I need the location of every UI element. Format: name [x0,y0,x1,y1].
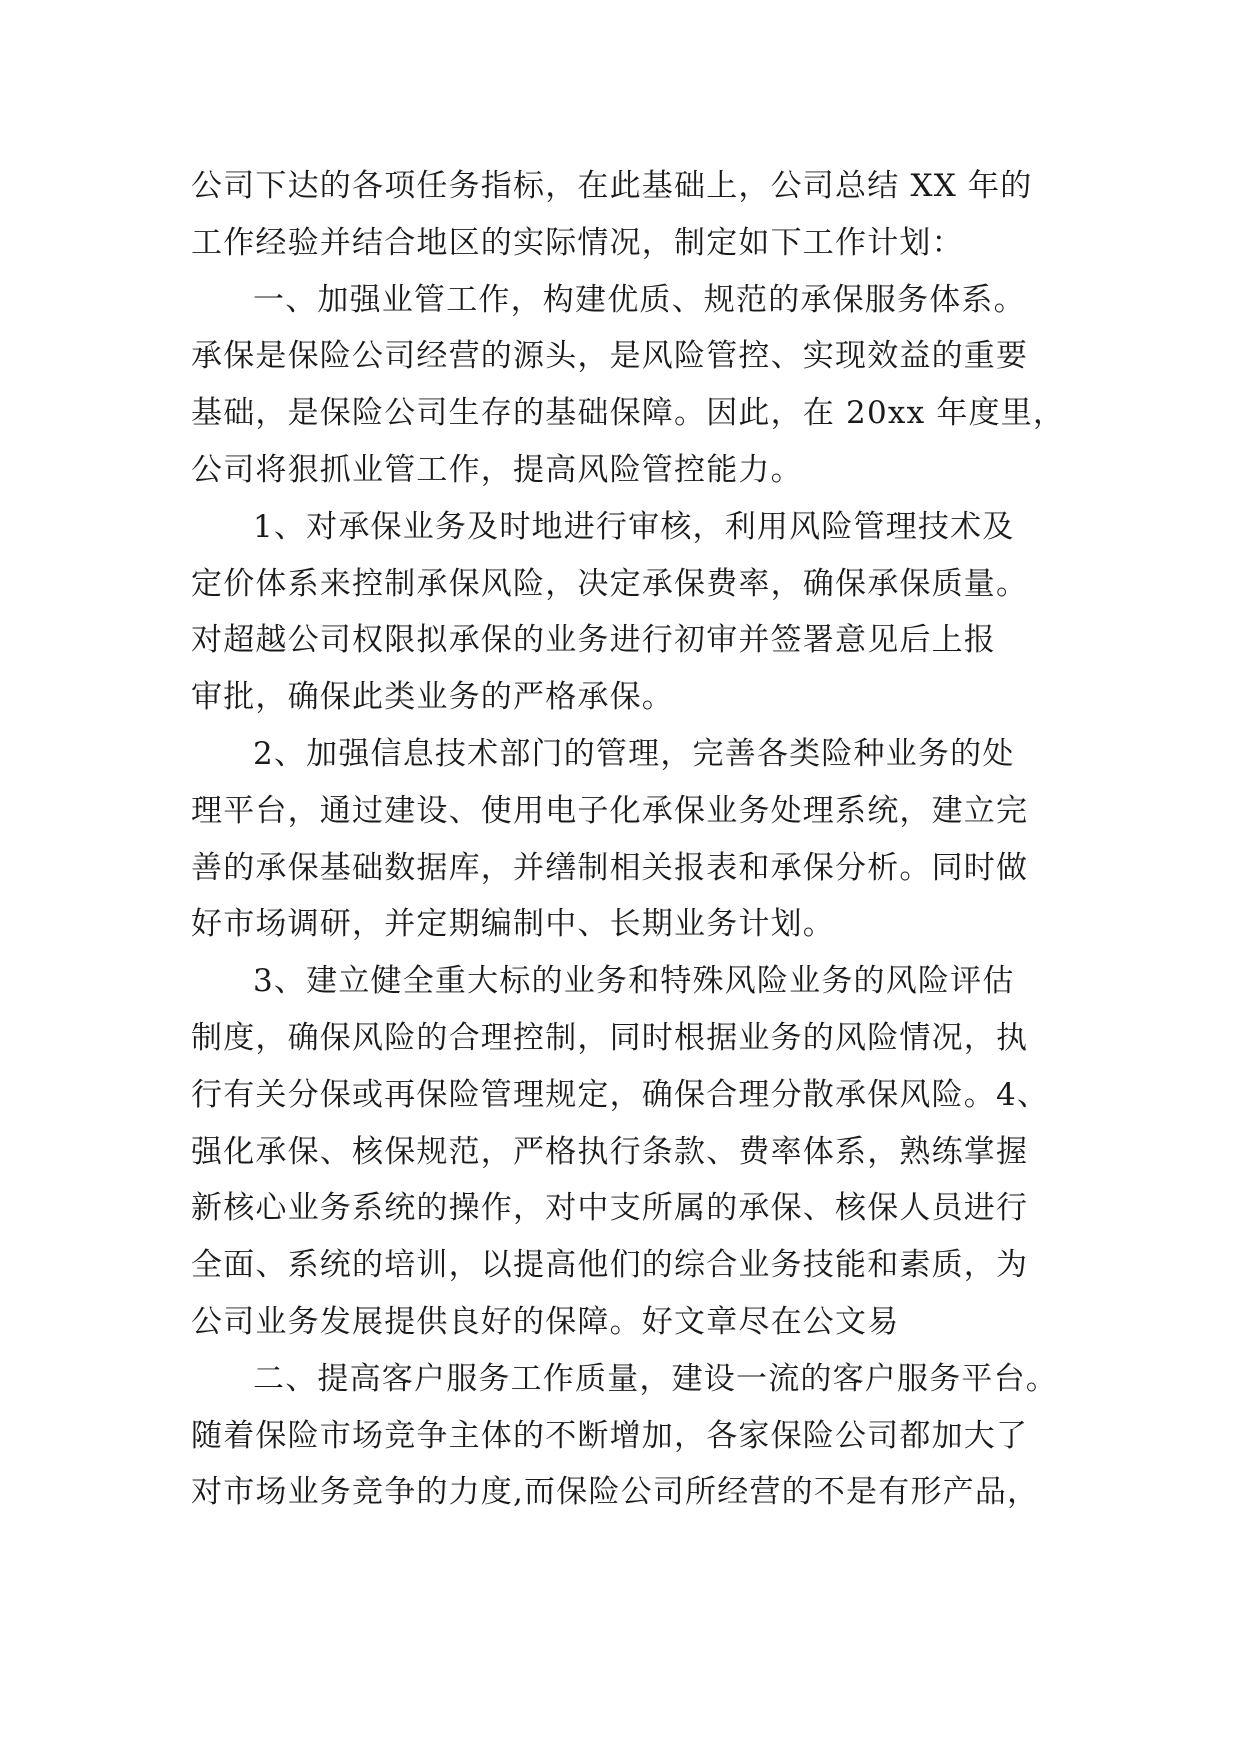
text-line: 对市场业务竞争的力度,而保险公司所经营的不是有形产品， [191,1474,1040,1511]
text-line: 好市场调研，并定期编制中、长期业务计划。 [191,906,835,943]
text-line: 二、提高客户服务工作质量，建设一流的客户服务平台。 [253,1360,1058,1397]
document-body [191,158,1066,1521]
text-line: 工作经验并结合地区的实际情况，制定如下工作计划： [191,224,964,261]
text-line: 随着保险市场竞争主体的不断增加，各家保险公司都加大了 [191,1417,1029,1454]
text-line: 善的承保基础数据库，并缮制相关报表和承保分析。同时做 [191,849,1029,886]
text-line: 2、加强信息技术部门的管理，完善各类险种业务的处 [253,735,1015,772]
text-line: 公司下达的各项任务指标，在此基础上，公司总结 XX 年的 [191,168,1033,204]
text-line: 一、加强业管工作，构建优质、规范的承保服务体系。 [253,281,1026,318]
text-line: 3、建立健全重大标的业务和特殊风险业务的风险评估 [253,963,1015,1000]
text-line: 全面、系统的培训，以提高他们的综合业务技能和素质，为 [191,1247,1029,1284]
text-line: 制度，确保风险的合理控制，同时根据业务的风险情况，执 [191,1019,1029,1056]
text-line: 基础，是保险公司生存的基础保障。因此，在 20xx 年度里， [191,395,1066,432]
text-line: 承保是保险公司经营的源头，是风险管控、实现效益的重要 [191,338,1029,375]
text-line: 公司将狠抓业管工作，提高风险管控能力。 [191,451,803,488]
text-line: 新核心业务系统的操作，对中支所属的承保、核保人员进行 [191,1190,1029,1227]
text-line: 理平台，通过建设、使用电子化承保业务处理系统，建立完 [191,792,1029,829]
text-line: 审批，确保此类业务的严格承保。 [191,679,674,716]
text-line: 行有关分保或再保险管理规定，确保合理分散承保风险。4、 [191,1076,1050,1113]
text-line: 公司业务发展提供良好的保障。好文章尽在公文易 [191,1303,900,1340]
text-line: 1、对承保业务及时地进行审核，利用风险管理技术及 [253,508,1015,545]
text-line: 定价体系来控制承保风险，决定承保费率，确保承保质量。 [191,565,1029,602]
text-line: 对超越公司权限拟承保的业务进行初审并签署意见后上报 [191,622,996,659]
text-line: 强化承保、核保规范，严格执行条款、费率体系，熟练掌握 [191,1133,1029,1170]
